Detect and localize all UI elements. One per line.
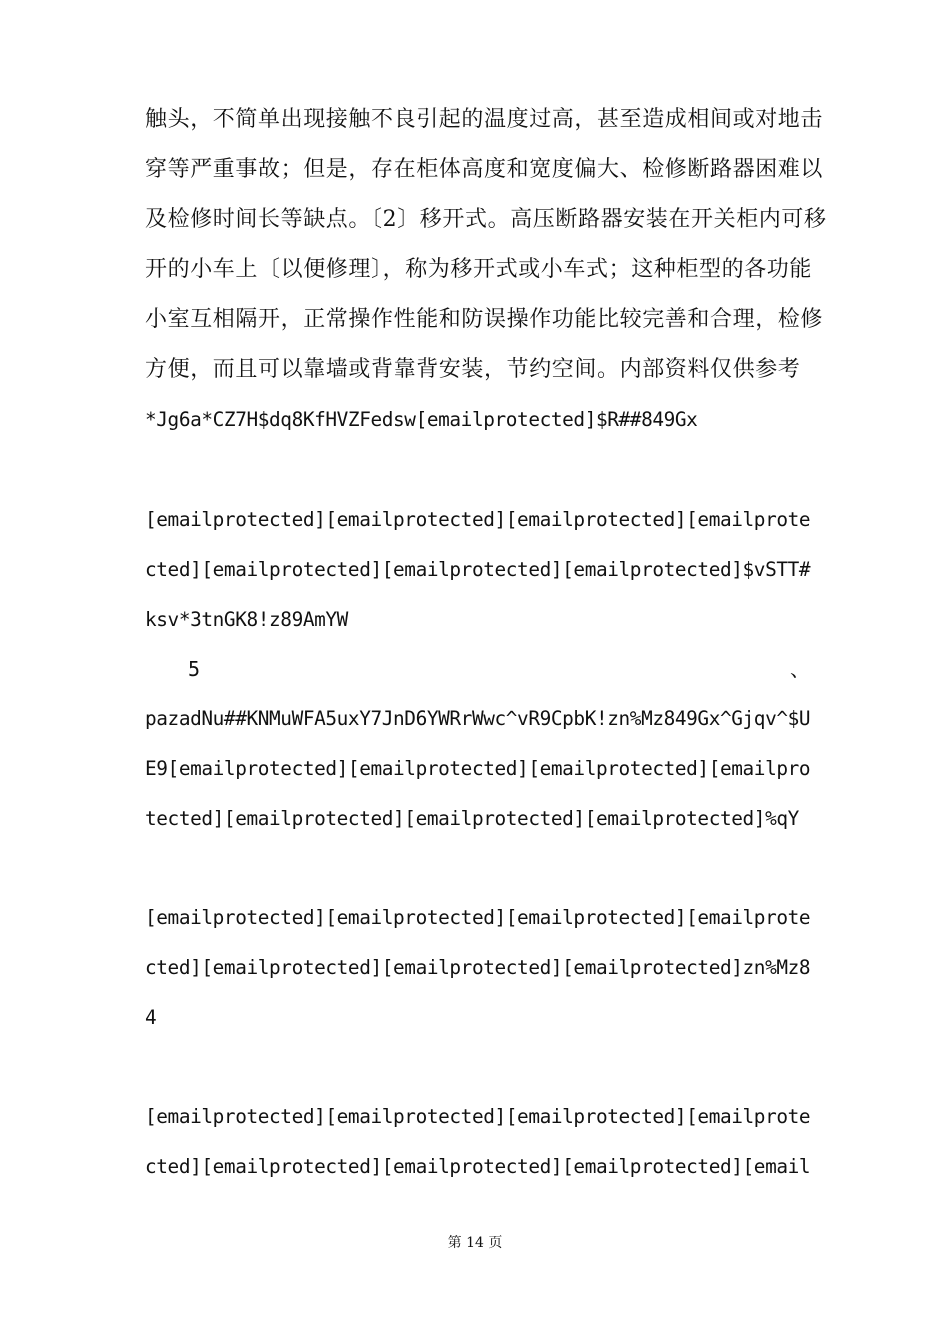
code-text-line: tected][emailprotected][emailprotected][emailprotected]%qY — [145, 807, 799, 830]
body-text-line: 方便，而且可以靠墙或背靠背安装，节约空间。内部资料仅供参考 — [145, 357, 801, 382]
separator-mark: 、 — [790, 657, 810, 681]
code-text-line: cted][emailprotected][emailprotected][emailprotected]$vSTT# — [145, 558, 811, 581]
code-text-line: cted][emailprotected][emailprotected][emailprotected]zn%Mz8 — [145, 956, 811, 979]
page-number: 第 14 页 — [447, 1235, 503, 1251]
body-text-line: 开的小车上〔以便修理〕，称为移开式或小车式；这种柜型的各功能 — [145, 257, 813, 282]
code-text-line: [emailprotected][emailprotected][emailprotected][emailprote — [145, 508, 811, 531]
code-text-line: cted][emailprotected][emailprotected][emailprotected][email — [145, 1155, 811, 1178]
body-text-line: 穿等严重事故；但是，存在柜体高度和宽度偏大、检修断路器困难以 — [145, 157, 824, 182]
code-text-line: *Jg6a*CZ7H$dq8KfHVZFedsw[emailprotected]$R##849Gx — [145, 408, 698, 431]
code-text-line: ksv*3tnGK8!z89AmYW — [145, 608, 348, 631]
body-text-line: 触头，不简单出现接触不良引起的温度过高，甚至造成相间或对地击 — [145, 107, 824, 132]
body-text-line: 及检修时间长等缺点。〔2〕移开式。高压断路器安装在开关柜内可移 — [145, 207, 827, 232]
number-five: 5 — [188, 657, 201, 681]
code-text-line: 4 — [145, 1006, 157, 1029]
code-text-line: E9[emailprotected][emailprotected][emailprotected][emailpro — [145, 757, 811, 780]
code-text-line: pazadNu##KNMuWFA5uxY7JnD6YWRrWwc^vR9CpbK!zn%Mz849Gx^Gjqv^$U — [145, 707, 811, 730]
code-text-line: [emailprotected][emailprotected][emailprotected][emailprote — [145, 906, 811, 929]
body-text-line: 小室互相隔开，正常操作性能和防误操作功能比较完善和合理，检修 — [145, 307, 824, 332]
code-text-line: [emailprotected][emailprotected][emailprotected][emailprote — [145, 1105, 811, 1128]
